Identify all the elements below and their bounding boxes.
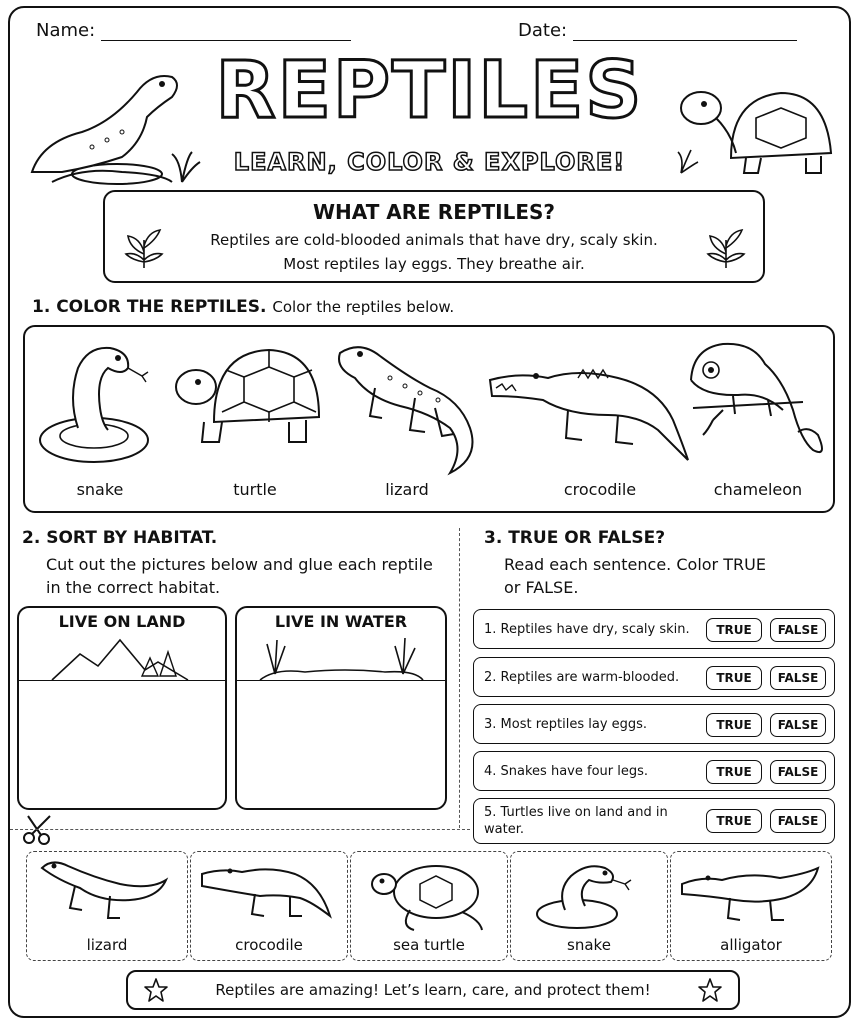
intro-line-1: Reptiles are cold-blooded animals that have dry, scaly skin. <box>210 231 658 249</box>
star-icon <box>143 977 169 1003</box>
section-3-instruction-1: Read each sentence. Color TRUE <box>504 555 766 574</box>
section-divider <box>459 528 460 828</box>
true-button[interactable]: TRUE <box>706 666 762 690</box>
tf-question-5 <box>473 798 835 844</box>
tf-question-text: 3. Most reptiles lay eggs. <box>484 716 648 732</box>
water-habitat-label: LIVE IN WATER <box>274 612 408 631</box>
tf-question-text: 5. Turtles live on land and in water. <box>484 805 668 837</box>
snake-cutout-illustration <box>535 860 635 932</box>
name-label: Name: <box>36 20 96 41</box>
crocodile-cutout-illustration <box>200 862 335 924</box>
cutout-label-lizard: lizard <box>86 936 128 954</box>
true-button[interactable]: TRUE <box>706 713 762 737</box>
section-3-instruction-2: or FALSE. <box>504 578 579 597</box>
animal-label-crocodile: crocodile <box>563 480 637 499</box>
cutout-label-crocodile: crocodile <box>235 936 303 954</box>
section-1-instruction: Color the reptiles below. <box>272 298 455 316</box>
false-button[interactable]: FALSE <box>770 760 826 784</box>
tf-question-text: 2. Reptiles are warm-blooded. <box>484 669 680 685</box>
animal-label-snake: snake <box>76 480 124 499</box>
tf-question-4 <box>473 751 835 791</box>
water-divider <box>235 680 447 681</box>
false-button[interactable]: FALSE <box>770 809 826 833</box>
tf-question-2 <box>473 657 835 697</box>
animal-label-chameleon: chameleon <box>713 480 803 499</box>
leaf-icon <box>122 226 166 270</box>
true-button[interactable]: TRUE <box>706 618 762 642</box>
false-button[interactable]: FALSE <box>770 713 826 737</box>
cutout-label-sea-turtle: sea turtle <box>393 936 465 954</box>
tf-question-text: 1. Reptiles have dry, scaly skin. <box>484 621 690 637</box>
false-button[interactable]: FALSE <box>770 618 826 642</box>
tortoise-illustration <box>676 78 841 178</box>
page-subtitle: LEARN, COLOR & EXPLORE! <box>233 148 626 176</box>
leaf-icon <box>704 226 748 270</box>
land-divider <box>17 680 227 681</box>
false-button[interactable]: FALSE <box>770 666 826 690</box>
section-3-heading: 3. TRUE OR FALSE? <box>484 528 666 548</box>
land-habitat-label: LIVE ON LAND <box>58 612 186 631</box>
mountains-icon <box>50 636 190 680</box>
tf-question-text: 4. Snakes have four legs. <box>484 763 649 779</box>
cut-line <box>10 829 470 830</box>
footer-banner <box>126 970 740 1010</box>
footer-text: Reptiles are amazing! Let’s learn, care, and protect them! <box>215 981 651 999</box>
cutout-label-snake: snake <box>567 936 611 954</box>
sea-turtle-cutout-illustration <box>370 860 488 932</box>
section-2-instruction-1: Cut out the pictures below and glue each reptile <box>46 555 433 574</box>
tf-question-1 <box>473 609 835 649</box>
chameleon-illustration[interactable] <box>683 340 828 465</box>
page-title: REPTILES <box>215 46 644 136</box>
alligator-cutout-illustration <box>680 864 820 924</box>
intro-heading: WHAT ARE REPTILES? <box>312 200 556 224</box>
true-button[interactable]: TRUE <box>706 760 762 784</box>
lizard-illustration[interactable] <box>330 338 495 478</box>
crocodile-illustration[interactable] <box>488 360 693 470</box>
section-2-heading: 2. SORT BY HABITAT. <box>22 528 218 548</box>
animal-label-lizard: lizard <box>385 480 429 499</box>
date-field[interactable] <box>518 20 797 41</box>
section-1-heading: 1. COLOR THE REPTILES. Color the reptiles below. <box>32 297 455 317</box>
lizard-cutout-illustration <box>40 858 170 924</box>
date-label: Date: <box>518 20 568 41</box>
animal-label-turtle: turtle <box>233 480 277 499</box>
water-plants-icon <box>255 634 427 680</box>
snake-illustration[interactable] <box>38 338 158 468</box>
star-icon <box>697 977 723 1003</box>
turtle-illustration[interactable] <box>174 342 324 460</box>
section-2-instruction-2: in the correct habitat. <box>46 578 221 597</box>
cutout-label-alligator: alligator <box>720 936 782 954</box>
intro-line-2: Most reptiles lay eggs. They breathe air. <box>283 255 585 273</box>
tf-question-3 <box>473 704 835 744</box>
iguana-illustration <box>22 62 202 187</box>
name-field[interactable] <box>36 20 351 41</box>
true-button[interactable]: TRUE <box>706 809 762 833</box>
